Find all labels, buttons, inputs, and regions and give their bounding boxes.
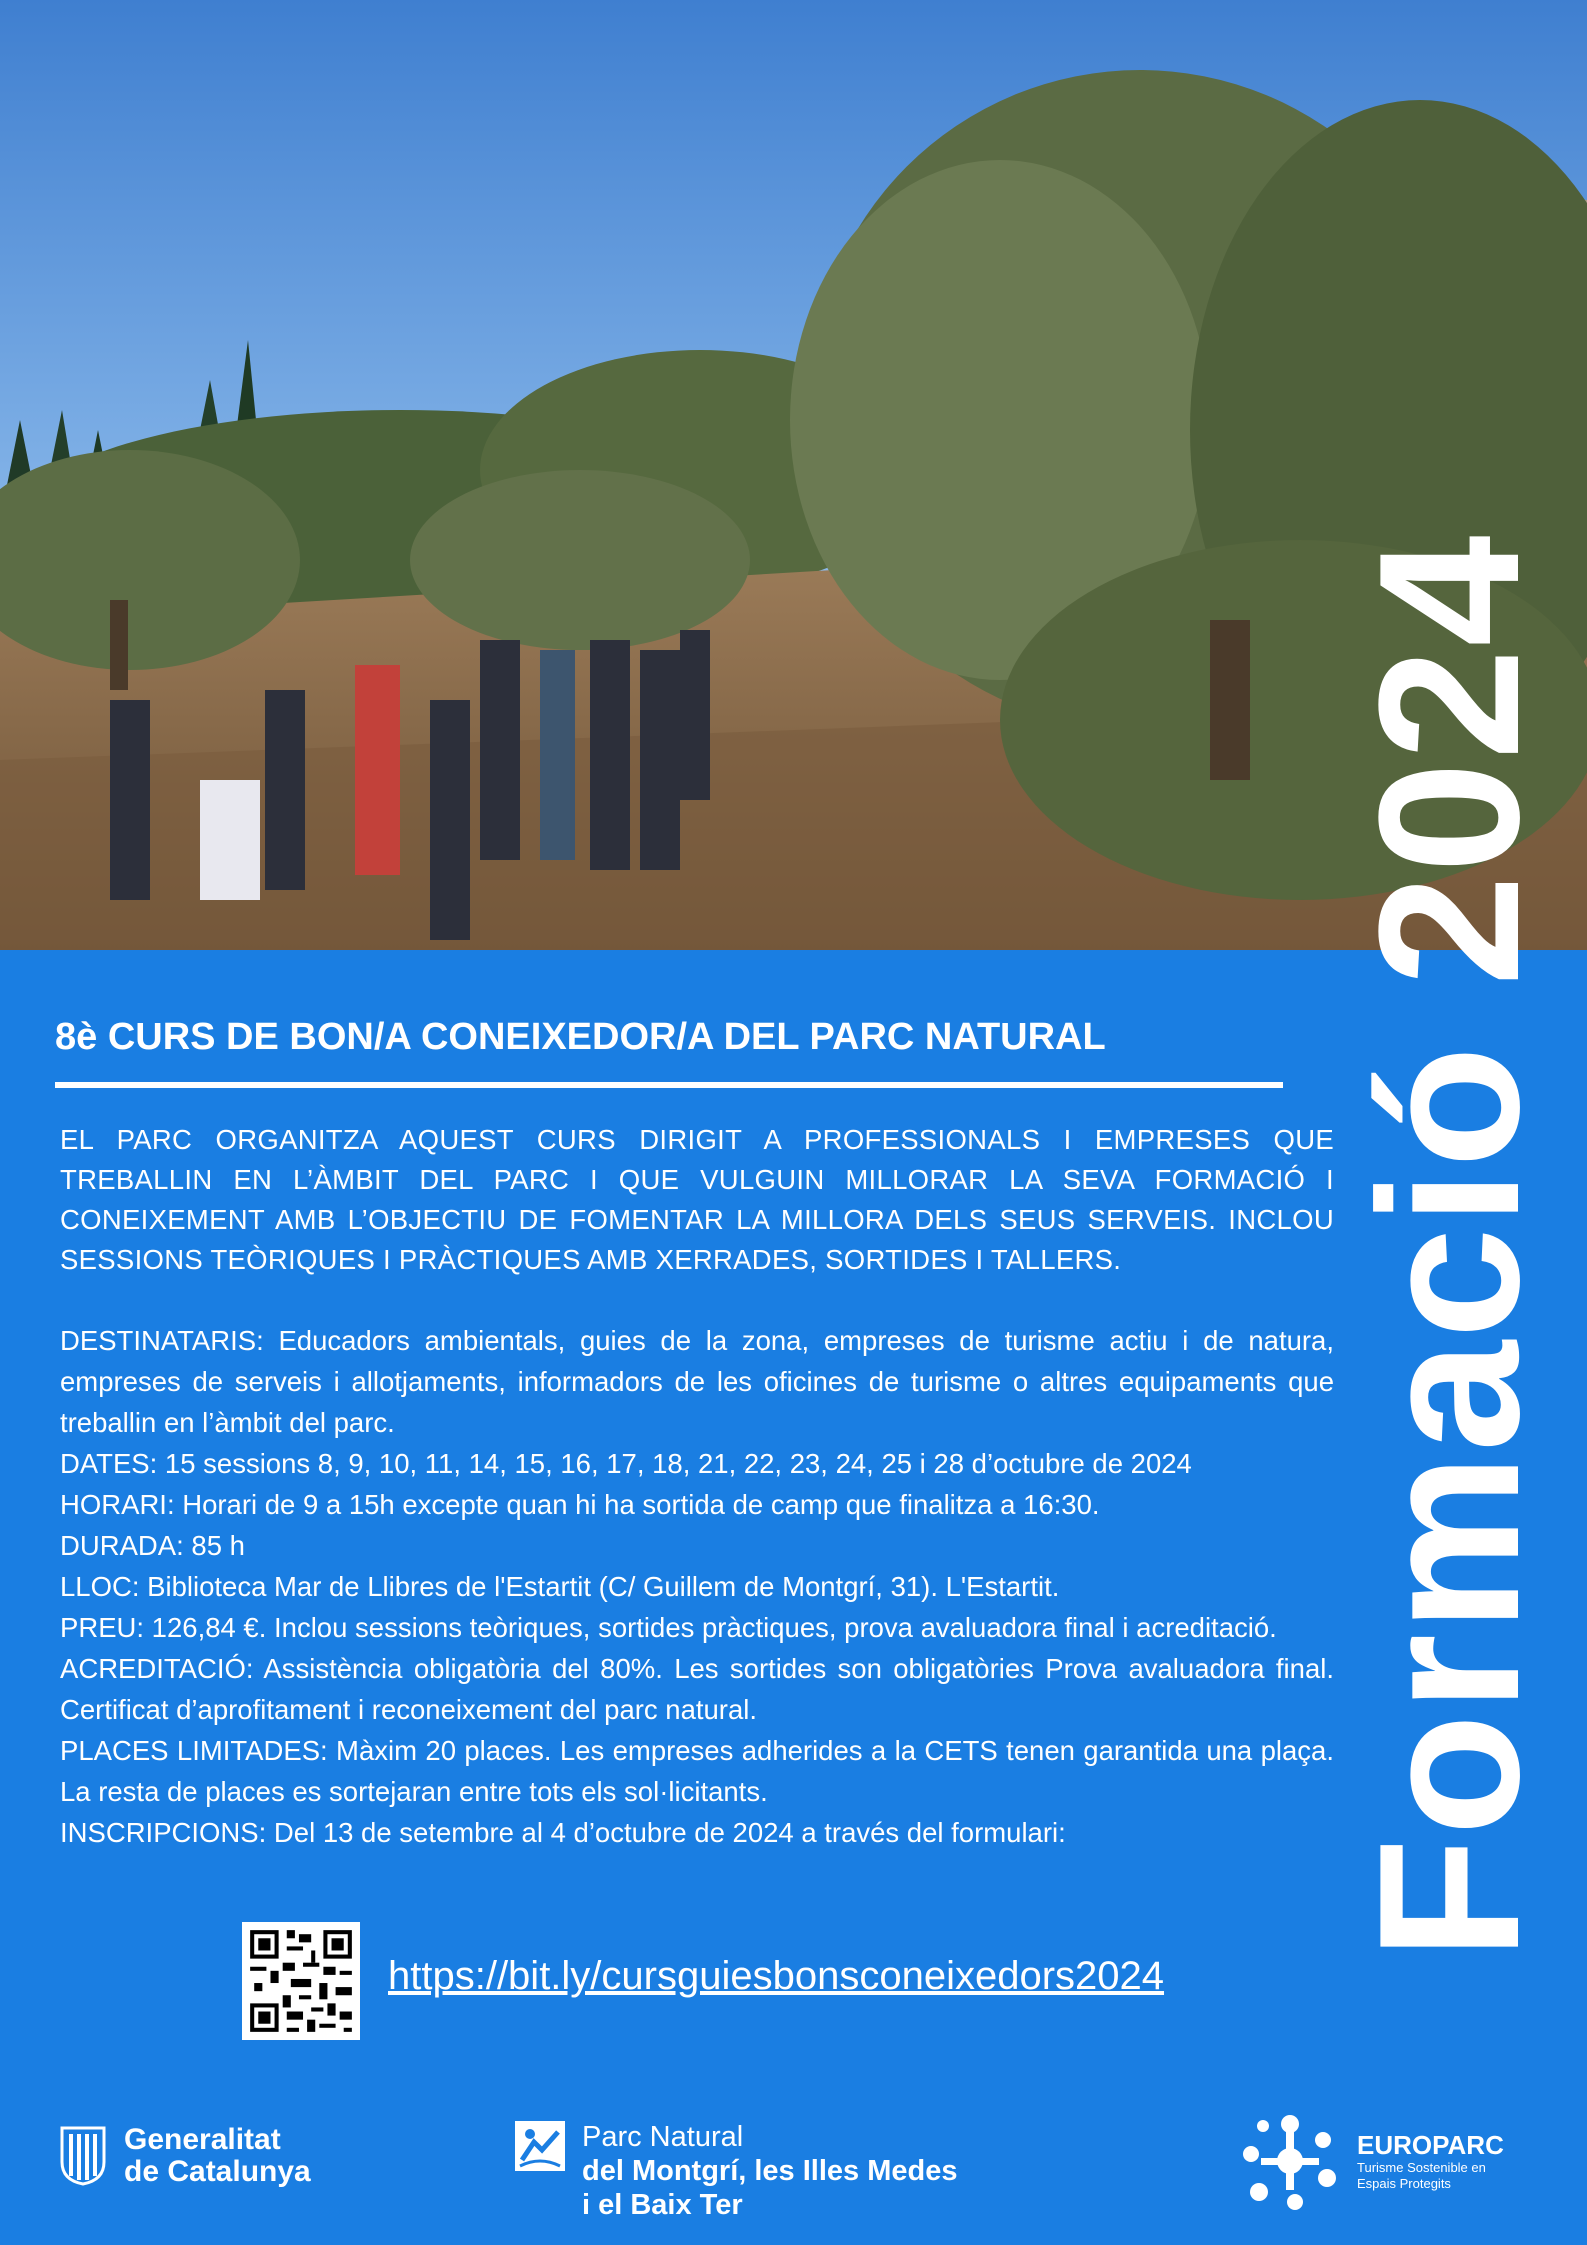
intro-paragraph (60, 1120, 1334, 1280)
detail-inscripcions: INSCRIPCIONS: Del 13 de setembre al 4 d’octubre de 2024 a través del formulari: (60, 1817, 1066, 1848)
course-details (60, 1320, 1334, 1853)
europarc-star-icon (1235, 2106, 1345, 2216)
detail-lloc: LLOC: Biblioteca Mar de Llibres de l'Estartit (C/ Guillem de Montgrí, 31). L'Estartit. (60, 1571, 1060, 1602)
generalitat-logo (58, 2124, 311, 2188)
generalitat-line-2: de Catalunya (124, 2155, 311, 2188)
parc-natural-logo (514, 2120, 958, 2222)
europarc-tagline-1: Turisme Sostenible en (1357, 2160, 1486, 2175)
generalitat-line-1: Generalitat (124, 2123, 281, 2156)
parc-natural-emblem-icon (514, 2120, 566, 2172)
europarc-name: EUROPARC (1357, 2130, 1504, 2160)
detail-places: PLACES LIMITADES: Màxim 20 places. Les empreses adherides a la CETS tenen garantida una plaça. La resta de places es sortejaran entre tots els sol·licitants. (60, 1735, 1334, 1807)
parc-natural-line-1: Parc Natural (582, 2121, 744, 2153)
detail-acreditacio: ACREDITACIÓ: Assistència obligatòria del 80%. Les sortides son obligatòries Prova avaluadora final. Certificat d’aprofitament i reconeixement del parc natural. (60, 1653, 1334, 1725)
detail-preu: PREU: 126,84 €. Inclou sessions teòriques, sortides pràctiques, prova avaluadora final i acreditació. (60, 1612, 1277, 1643)
detail-horari: HORARI: Horari de 9 a 15h excepte quan hi ha sortida de camp que finalitza a 16:30. (60, 1489, 1100, 1520)
parc-natural-line-3: i el Baix Ter (582, 2189, 743, 2221)
intro-text: EL PARC ORGANITZA AQUEST CURS DIRIGIT A PROFESSIONALS I EMPRESES QUE TREBALLIN EN L’ÀMBIT DEL PARC I QUE VULGUIN MILLORAR LA SEVA FORMACIÓ I CONEIXEMENT AMB L’OBJECTIU DE FOMENTAR LA MILLORA DELS SEUS SERVEIS. INCLOU SESSIONS TEÒRIQUES I PRÀCTIQUES AMB XERRADES, SORTIDES I TALLERS. (60, 1124, 1334, 1275)
generalitat-emblem-icon (58, 2126, 108, 2186)
qr-code[interactable] (242, 1922, 360, 2040)
europarc-tagline-2: Espais Protegits (1357, 2176, 1451, 2191)
detail-durada: DURADA: 85 h (60, 1530, 245, 1561)
parc-natural-line-2: del Montgrí, les Illes Medes (582, 2155, 958, 2187)
title-divider (55, 1082, 1283, 1088)
detail-destinataris: DESTINATARIS: Educadors ambientals, guies de la zona, empreses de turisme actiu i de natura, empreses de serveis i allotjaments, informadors de les oficines de turisme o altres equipaments que treballin en l’àmbit del parc. (60, 1325, 1334, 1438)
vertical-title: Formació 2024 (1338, 533, 1561, 1960)
course-title: 8è CURS DE BON/A CONEIXEDOR/A DEL PARC NATURAL (55, 1016, 1106, 1058)
registration-link[interactable]: https://bit.ly/cursguiesbonsconeixedors2024 (388, 1954, 1165, 1998)
detail-dates: DATES: 15 sessions 8, 9, 10, 11, 14, 15, 16, 17, 18, 21, 22, 23, 24, 25 i 28 d’octubre de 2024 (60, 1448, 1192, 1479)
europarc-logo (1235, 2106, 1504, 2216)
